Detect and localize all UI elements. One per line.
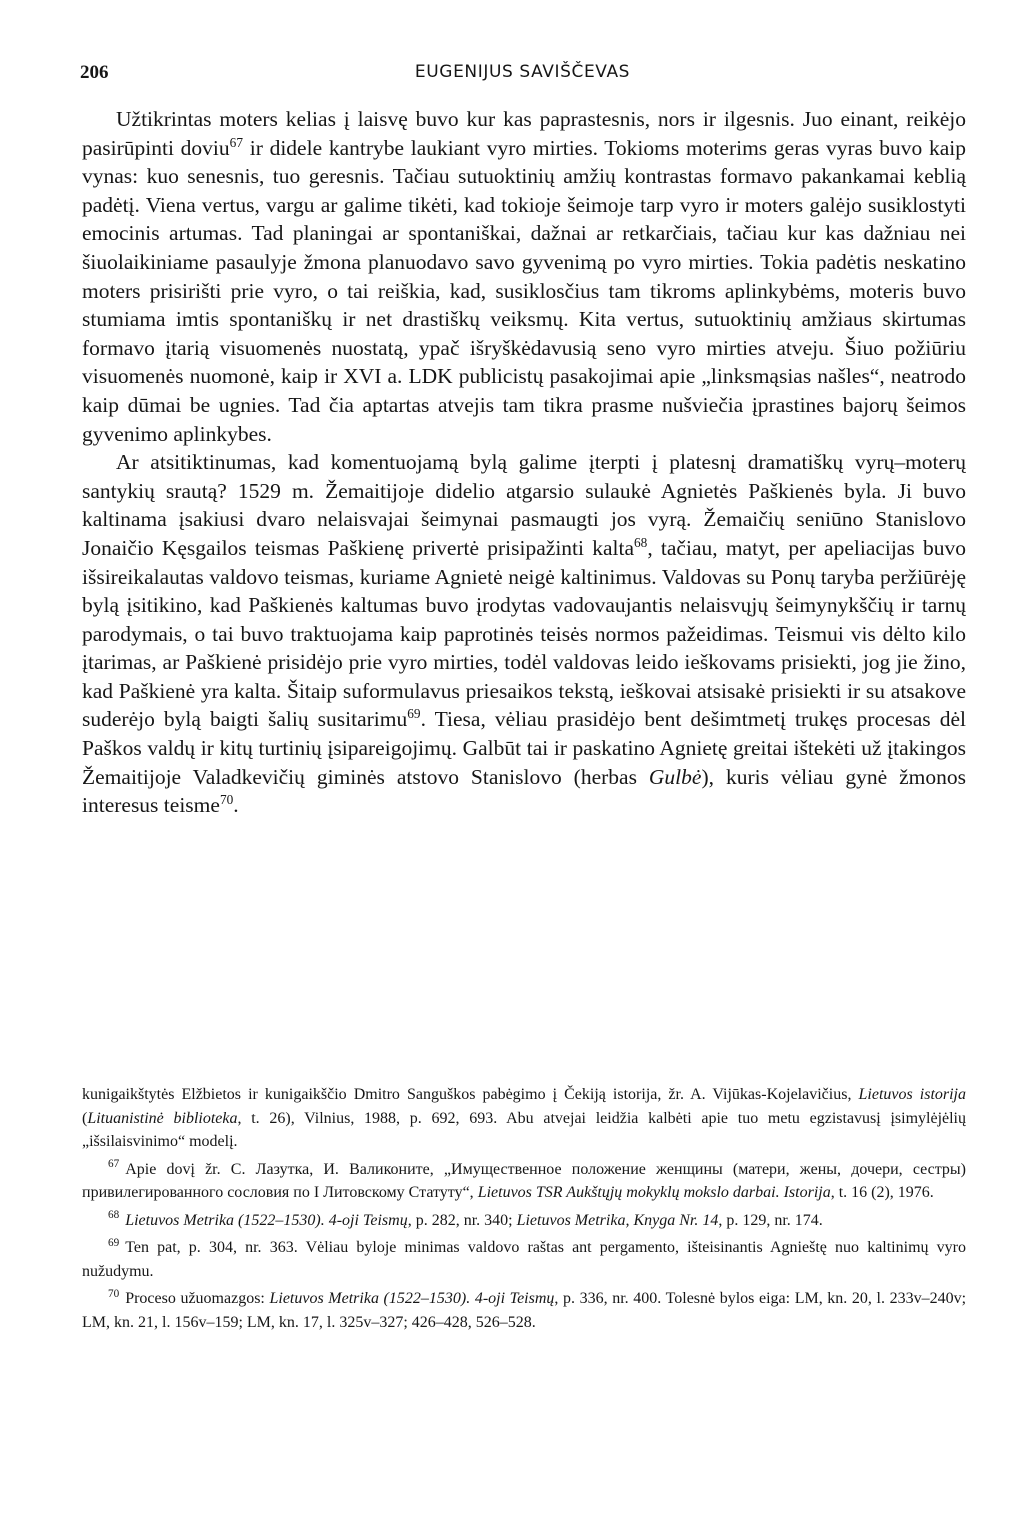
footnote-number: 67 — [108, 1158, 120, 1171]
italic-title: Lietuvos istorija — [858, 1086, 967, 1103]
text-run: ir didele kantrybe laukiant vyro mirties. Tokioms moterims geras vyras buvo kaip vynas: kuo senesnis, tuo geresnis. Tačiau sutuoktinių amžių kontrastas formavo pakankamai keblią padėtį. Viena vertus, vargu ar galime tikėti, kad tokioje šeimoje tarp vyro ir moters galėjo susiklostyti emocinis artumas. Tad planingai ar spontaniškai, dažnai ar retkarčiais, tačiau kur kas dažniau nei šiuolaikiniame pasaulyje žmona planuodavo savo gyvenimą po vyro mirties. Tokia padėtis neskatino moters prisirišti prie vyro, o tai reiškia, kad, susiklosčius tam tikroms aplinkybėms, moteris buvo stumiama imtis spontaniškų ir net drastiškų veiksmų. Kita vertus, sutuoktinių amžiaus skirtumas formavo įtarią visuomenės nuostatą, ypač išryškėdavusią seno vyro mirties atveju. Šiuo požiūriu visuomenės nuomonė, kaip ir XVI a. LDK publicistų pasakojimai apie „linksmąsias našles“, neatrodo kaip dūmai be ugnies. Tad čia aptartas atvejis tam tikra prasme nušviečia įprastines bajorų šeimos gyvenimo aplinkybes. — [82, 135, 967, 446]
footnote-ref-67: 67 — [229, 134, 243, 150]
text-run: Ar atsitiktinumas, kad komentuojamą bylą galime įterpti į platesnį dramatiškų vyrų–moterų santykių srautą? 1529 m. Žemaitijoje didelio atgarsio sulaukė Agnietės Paškienės byla. Ji buvo kaltinama įsakiusi dvaro nelaisvajai šeimynai pasmaugti jos vyrą. Žemaičių seniūno Stanislovo Jonaičio Kęsgailos teismas Paškienę privertė prisipažinti kalta — [82, 450, 966, 560]
text-run: . — [233, 793, 239, 818]
italic-title: Lituanistinė biblioteka — [87, 1109, 238, 1127]
footnotes — [82, 1083, 966, 1334]
text-run: ), kuris vėliau gynė žmonos interesus teisme — [82, 764, 966, 818]
main-text — [82, 105, 966, 820]
footnote-number: 70 — [108, 1287, 120, 1300]
footnote-ref-68: 68 — [634, 534, 648, 550]
page-number: 206 — [80, 62, 109, 83]
text-run: Apie dovį žr. С. Лазутка, И. Валиконите, „Имущественное положение женщины (матери, жены, дочери, сестры) привилегированного сословия по I Литовскому Статуту“, — [82, 1160, 966, 1201]
text-run: ( — [82, 1109, 88, 1127]
footnote-69 — [82, 1236, 966, 1283]
footnote-number: 69 — [108, 1236, 120, 1249]
text-run: , p. 282, nr. 340; — [407, 1211, 517, 1229]
footnote-continuation — [82, 1083, 966, 1154]
italic-title: Lietuvos Metrika (1522–1530). 4-oji Teismų — [269, 1290, 555, 1307]
running-header — [80, 62, 965, 92]
text-run: , t. 26), Vilnius, 1988, p. 692, 693. Abu atvejai leidžia kalbėti apie tuo metu egzistavusį įsimylėjėlių „išsilaisvinimo“ modelį. — [82, 1109, 967, 1150]
running-title: EUGENIJUS SAVIŠČEVAS — [414, 62, 631, 82]
footnote-number: 68 — [108, 1209, 120, 1222]
paragraph-2 — [82, 448, 966, 820]
text-run: Ten pat, p. 304, nr. 363. Vėliau byloje minimas valdovo raštas ant pergamento, išteisinantis Agnieštę nuo kaltinimų vyro nužudymu. — [82, 1239, 966, 1280]
text-run: , p. 336, nr. 400. Tolesnė bylos eiga: LM, kn. 20, l. 233v–240v; LM, kn. 21, l. 156v–159; LM, kn. 17, l. 325v–327; 426–428, 526–528. — [82, 1290, 967, 1331]
text-run: Užtikrintas moters kelias į laisvę buvo kur kas paprastesnis, nors ir ilgesnis. Juo einant, reikėjo pasirūpinti doviu — [82, 107, 966, 160]
text-run: , p. 129, nr. 174. — [718, 1211, 823, 1229]
footnote-67 — [82, 1158, 966, 1205]
text-run: . Tiesa, vėliau prasidėjo bent dešimtmetį trukęs procesas dėl Paškos valdų ir kitų turtinių įsipareigojimų. Galbūt tai ir paskatino Agnietę greitai ištekėti už įtakingos Žemaitijoje Valadkevičių giminės atstovo Stanislovo (herbas — [82, 707, 966, 789]
footnote-70 — [82, 1287, 966, 1334]
footnote-ref-70: 70 — [219, 792, 234, 808]
text-run: , t. 16 (2), 1976. — [830, 1184, 934, 1201]
text-run: , tačiau, matyt, per apeliacijas buvo išsireikalautas valdovo teismas, kuriame Agnietė neigė kaltinimus. Valdovas su Ponų taryba peržiūrėję bylą įsitikino, kad Paškienės kaltumas buvo įrodytas vadovaujantis nelaisvųjų šeimynykščių ir tarnų parodymais, o tai buvo traktuojama kaip paprotinės teisės normos pažeidimas. Teismui vis dėlto kilo įtarimas, ar Paškienė prisidėjo prie vyro mirties, todėl valdovas leido ieškovams prisiekti, jog jie žino, kad Paškienė yra kalta. Šitaip suformulavus priesaikos tekstą, ieškovai atsisakė prisiekti ir su atsakove suderėjo bylą baigti šalių susitarimu — [82, 535, 966, 732]
italic-title: Lietuvos Metrika (1522–1530). 4-oji Teismų — [125, 1211, 408, 1229]
text-run: kunigaikštytės Elžbietos ir kunigaikščio Dmitro Sanguškos pabėgimo į Čekiją istorija, žr. A. Vijūkas-Kojelavičius, — [82, 1086, 859, 1103]
text-run: Proceso užuomazgos: — [125, 1290, 270, 1307]
footnote-68 — [82, 1209, 966, 1233]
paragraph-1 — [82, 105, 966, 448]
italic-title: Lietuvos TSR Aukštųjų mokyklų mokslo darbai. Istorija — [477, 1184, 831, 1201]
italic-title: Lietuvos Metrika, Knyga Nr. 14 — [516, 1211, 719, 1229]
footnote-ref-69: 69 — [407, 706, 421, 722]
italic-term: Gulbė — [648, 764, 702, 789]
